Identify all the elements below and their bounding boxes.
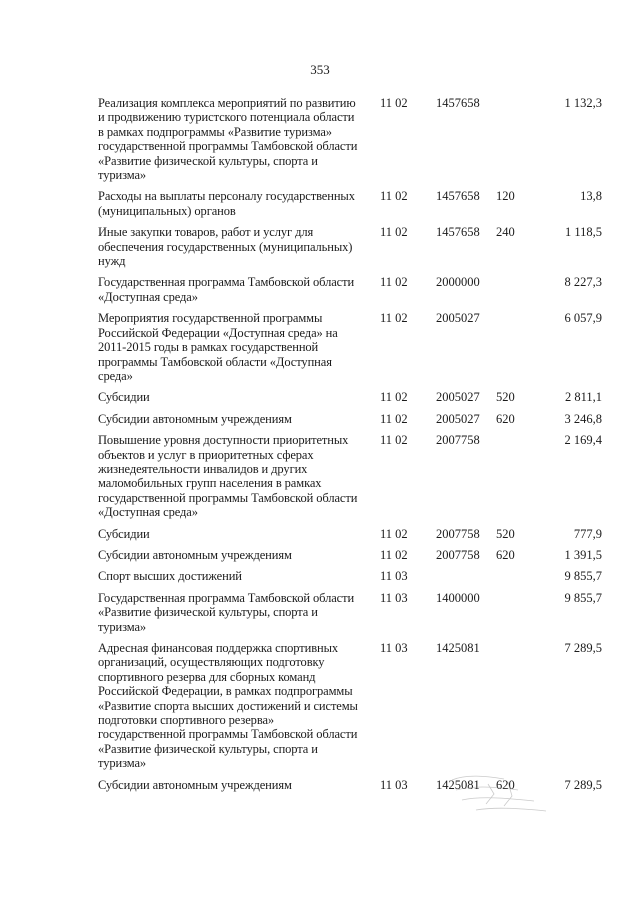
table-row: [98, 225, 604, 268]
row-amount: 1 132,3: [564, 96, 602, 110]
table-row: [98, 412, 604, 426]
row-description: Государственная программа Тамбовской области «Развитие физической культуры, спорта и туризма»: [98, 590, 355, 634]
row-target: 2005027: [436, 311, 480, 326]
row-amount: 9 855,7: [564, 569, 602, 584]
row-expense: 120: [496, 189, 515, 204]
row-description: Повышение уровня доступности приоритетных объектов и услуг в приоритетных сферах жизнедеятельности инвалидов и других маломобильных групп населения в рамках государственной программы Тамбовской области «Доступная среда»: [98, 433, 358, 520]
row-target: 1425081: [436, 777, 480, 792]
row-amount: 1 391,5: [564, 547, 602, 562]
table-row: [98, 311, 604, 383]
row-description: Субсидии автономным учреждениям: [98, 777, 292, 792]
table-row: [98, 548, 604, 562]
row-description: Реализация комплекса мероприятий по развитию и продвижению туристского потенциала области в рамках подпрограммы «Развитие туризма» государственной программы Тамбовской области «Развитие физической культуры, спорта и туризма»: [98, 96, 358, 183]
row-section: 11 02: [380, 547, 408, 562]
row-section: 11 03: [380, 569, 408, 584]
row-amount: 6 057,9: [564, 311, 602, 326]
row-description: Спорт высших достижений: [98, 569, 242, 584]
row-description: Государственная программа Тамбовской области «Доступная среда»: [98, 275, 355, 304]
row-expense: 520: [496, 390, 515, 405]
table-row: [98, 96, 604, 182]
row-description: Иные закупки товаров, работ и услуг для обеспечения государственных (муниципальных) нужд: [98, 225, 353, 269]
table-row: [98, 591, 604, 634]
table-row: [98, 275, 604, 304]
row-description: Адресная финансовая поддержка спортивных организаций, осуществляющих подготовку спортивного резерва для сборных команд Российской Федерации, в рамках подпрограммы «Развитие спорта высших достижений и системы подготовки спортивного резерва» государственной программы Тамбовской области «Развитие физической культуры, спорта и туризма»: [98, 641, 358, 771]
row-amount: 7 289,5: [564, 641, 602, 655]
row-description: Субсидии автономным учреждениям: [98, 547, 292, 562]
table-row: [98, 527, 604, 541]
table-row: [98, 390, 604, 404]
row-section: 11 02: [380, 411, 408, 426]
row-expense: 620: [496, 547, 515, 562]
row-description: Расходы на выплаты персоналу государственных (муниципальных) органов: [98, 189, 355, 218]
row-target: 2007758: [436, 526, 480, 541]
budget-table: [98, 96, 604, 799]
row-expense: 520: [496, 526, 515, 541]
table-row: [98, 433, 604, 519]
row-section: 11 02: [380, 225, 408, 240]
row-section: 11 02: [380, 390, 408, 405]
row-section: 11 02: [380, 311, 408, 326]
row-section: 11 03: [380, 590, 408, 605]
row-target: 2007758: [436, 547, 480, 562]
row-target: 2007758: [436, 433, 480, 448]
row-target: 1400000: [436, 590, 480, 605]
row-section: 11 02: [380, 526, 408, 541]
row-amount: 8 227,3: [564, 275, 602, 290]
row-amount: 1 118,5: [564, 225, 602, 240]
row-target: 2005027: [436, 390, 480, 405]
row-target: 2000000: [436, 275, 480, 290]
row-section: 11 02: [380, 275, 408, 290]
row-description: Субсидии: [98, 390, 150, 405]
row-amount: 3 246,8: [564, 411, 602, 426]
row-expense: 620: [496, 411, 515, 426]
row-amount: 13,8: [580, 189, 602, 204]
row-amount: 777,9: [573, 526, 602, 541]
row-target: 1457658: [436, 189, 480, 204]
row-section: 11 03: [380, 641, 408, 655]
page-number: 353: [310, 62, 330, 77]
row-description: Мероприятия государственной программы Российской Федерации «Доступная среда» на 2011-2015 годы в рамках государственной программы Тамбовской области «Доступная среда»: [98, 311, 338, 383]
row-amount: 7 289,5: [564, 777, 602, 792]
row-target: 1425081: [436, 641, 480, 655]
row-target: 1457658: [436, 96, 480, 110]
row-section: 11 02: [380, 189, 408, 204]
row-target: 2005027: [436, 411, 480, 426]
row-section: 11 02: [380, 96, 408, 110]
row-section: 11 02: [380, 433, 408, 448]
table-row: [98, 569, 604, 583]
table-row: [98, 641, 604, 771]
row-amount: 2 169,4: [564, 433, 602, 448]
row-amount: 9 855,7: [564, 590, 602, 605]
row-description: Субсидии автономным учреждениям: [98, 411, 292, 426]
row-expense: 240: [496, 225, 515, 240]
row-description: Субсидии: [98, 526, 150, 541]
row-target: 1457658: [436, 225, 480, 240]
row-expense: 620: [496, 777, 515, 792]
row-amount: 2 811,1: [564, 390, 602, 405]
table-row: [98, 189, 604, 218]
row-section: 11 03: [380, 777, 408, 792]
faint-stamp-mark: [446, 770, 556, 818]
